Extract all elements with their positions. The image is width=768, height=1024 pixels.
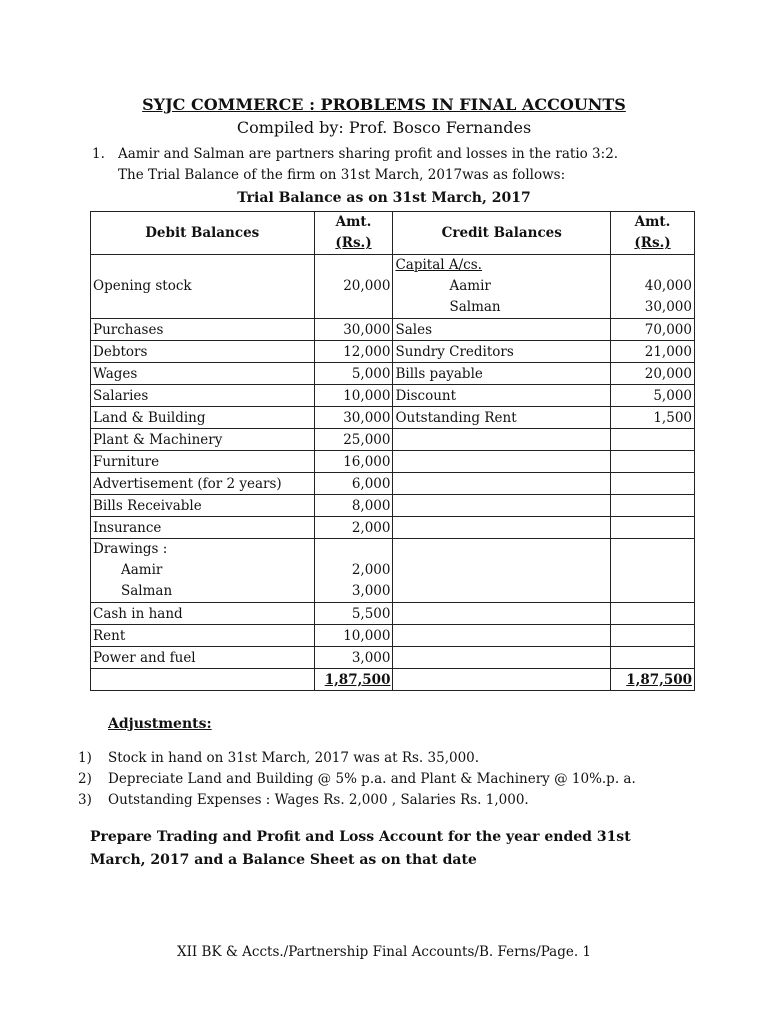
debit-amount: 25,000 bbox=[314, 429, 393, 451]
debit-label: Salaries bbox=[91, 385, 315, 407]
capital-partner2: Salman bbox=[449, 299, 501, 315]
opening-stock-amount bbox=[314, 255, 393, 319]
amt-label: Amt. bbox=[634, 214, 671, 230]
debit-amount: 10,000 bbox=[314, 385, 393, 407]
empty-cell bbox=[611, 625, 695, 647]
amt-label: Amt. bbox=[335, 214, 372, 230]
drawings-amounts-cell bbox=[314, 539, 393, 603]
empty-cell bbox=[91, 669, 315, 691]
adjustment-number: 2) bbox=[78, 771, 92, 787]
debit-amount: 16,000 bbox=[314, 451, 393, 473]
credit-total: 1,87,500 bbox=[611, 669, 695, 691]
empty-cell bbox=[393, 451, 611, 473]
empty-cell bbox=[393, 517, 611, 539]
empty-cell bbox=[393, 429, 611, 451]
debit-label: Cash in hand bbox=[91, 603, 315, 625]
debit-amount-header bbox=[314, 212, 393, 255]
debit-label: Wages bbox=[91, 363, 315, 385]
credit-amount: 70,000 bbox=[611, 319, 695, 341]
debit-amount: 20,000 bbox=[343, 278, 391, 294]
debit-label: Plant & Machinery bbox=[91, 429, 315, 451]
page-footer: XII BK & Accts./Partnership Final Accounts/B. Ferns/Page. 1 bbox=[176, 944, 592, 960]
question-text-line2: The Trial Balance of the firm on 31st March, 2017was as follows: bbox=[118, 167, 566, 183]
table-row bbox=[91, 255, 695, 319]
debit-label: Opening stock bbox=[93, 278, 192, 294]
empty-cell bbox=[611, 429, 695, 451]
credit-amount: 20,000 bbox=[611, 363, 695, 385]
empty-cell bbox=[393, 603, 611, 625]
debit-amount: 8,000 bbox=[314, 495, 393, 517]
adjustment-text: Depreciate Land and Building @ 5% p.a. and Plant & Machinery @ 10%.p. a. bbox=[108, 771, 636, 787]
empty-cell bbox=[393, 625, 611, 647]
table-row bbox=[91, 385, 695, 407]
capital-partner2-amount: 30,000 bbox=[644, 299, 692, 315]
instruction-text: Prepare Trading and Profit and Loss Account for the year ended 31st March, 2017 and a Balance Sheet as on that date bbox=[90, 829, 631, 868]
credit-amount: 5,000 bbox=[611, 385, 695, 407]
credit-label: Discount bbox=[393, 385, 611, 407]
debit-amount: 2,000 bbox=[314, 517, 393, 539]
empty-cell bbox=[611, 517, 695, 539]
debit-label: Bills Receivable bbox=[91, 495, 315, 517]
debit-amount: 6,000 bbox=[314, 473, 393, 495]
credit-label: Sundry Creditors bbox=[393, 341, 611, 363]
debit-amount: 10,000 bbox=[314, 625, 393, 647]
adjustments-heading: Adjustments: bbox=[108, 716, 212, 732]
page-subtitle: Compiled by: Prof. Bosco Fernandes bbox=[236, 118, 532, 137]
debit-label: Power and fuel bbox=[91, 647, 315, 669]
debit-amount: 5,000 bbox=[314, 363, 393, 385]
debit-balances-header: Debit Balances bbox=[91, 212, 315, 255]
table-row bbox=[91, 473, 695, 495]
empty-cell bbox=[393, 495, 611, 517]
capital-partner1: Aamir bbox=[449, 278, 491, 294]
table-row bbox=[91, 647, 695, 669]
debit-amount: 12,000 bbox=[314, 341, 393, 363]
empty-cell bbox=[611, 473, 695, 495]
page-title: SYJC COMMERCE : PROBLEMS IN FINAL ACCOUNTS bbox=[142, 95, 626, 114]
table-row bbox=[91, 341, 695, 363]
debit-amount: 3,000 bbox=[314, 647, 393, 669]
table-row bbox=[91, 517, 695, 539]
capital-amounts-cell bbox=[611, 255, 695, 319]
debit-amount: 30,000 bbox=[314, 407, 393, 429]
debit-label: Advertisement (for 2 years) bbox=[91, 473, 315, 495]
table-row bbox=[91, 429, 695, 451]
debit-total: 1,87,500 bbox=[314, 669, 393, 691]
empty-cell bbox=[611, 451, 695, 473]
empty-cell bbox=[393, 669, 611, 691]
table-row bbox=[91, 603, 695, 625]
drawings-partner1: Aamir bbox=[121, 562, 163, 578]
debit-label: Furniture bbox=[91, 451, 315, 473]
table-row bbox=[91, 495, 695, 517]
adjustment-text: Stock in hand on 31st March, 2017 was at Rs. 35,000. bbox=[108, 750, 480, 766]
debit-label: Rent bbox=[91, 625, 315, 647]
total-row bbox=[91, 669, 695, 691]
rs-label: (Rs.) bbox=[335, 235, 372, 251]
drawings-partner2: Salman bbox=[121, 583, 173, 599]
credit-label: Sales bbox=[393, 319, 611, 341]
empty-cell bbox=[393, 647, 611, 669]
adjustment-number: 1) bbox=[78, 750, 92, 766]
empty-cell bbox=[611, 647, 695, 669]
table-row bbox=[91, 319, 695, 341]
empty-cell bbox=[611, 603, 695, 625]
table-row bbox=[91, 539, 695, 603]
table-header-row bbox=[91, 212, 695, 255]
debit-label: Debtors bbox=[91, 341, 315, 363]
debit-amount: 30,000 bbox=[314, 319, 393, 341]
capital-label: Capital A/cs. bbox=[395, 257, 482, 273]
debit-label: Purchases bbox=[91, 319, 315, 341]
drawings-cell bbox=[91, 539, 315, 603]
credit-label: Bills payable bbox=[393, 363, 611, 385]
adjustment-number: 3) bbox=[78, 792, 92, 808]
empty-cell bbox=[611, 539, 695, 603]
trial-balance-heading: Trial Balance as on 31st March, 2017 bbox=[237, 190, 531, 206]
question-text-line1: Aamir and Salman are partners sharing profit and losses in the ratio 3:2. bbox=[118, 146, 619, 162]
rs-label: (Rs.) bbox=[634, 235, 671, 251]
empty-cell bbox=[393, 473, 611, 495]
empty-cell bbox=[611, 495, 695, 517]
table-row bbox=[91, 451, 695, 473]
credit-amount-header bbox=[611, 212, 695, 255]
opening-stock-cell bbox=[91, 255, 315, 319]
adjustment-text: Outstanding Expenses : Wages Rs. 2,000 , Salaries Rs. 1,000. bbox=[108, 792, 529, 808]
credit-amount: 21,000 bbox=[611, 341, 695, 363]
credit-amount: 1,500 bbox=[611, 407, 695, 429]
question-number: 1. bbox=[92, 146, 105, 162]
drawings-label: Drawings : bbox=[93, 541, 168, 557]
table-row bbox=[91, 363, 695, 385]
table-row bbox=[91, 625, 695, 647]
drawings-partner1-amount: 2,000 bbox=[351, 562, 391, 578]
capital-partner1-amount: 40,000 bbox=[644, 278, 692, 294]
empty-cell bbox=[393, 539, 611, 603]
trial-balance-table bbox=[90, 211, 695, 691]
table-row bbox=[91, 407, 695, 429]
credit-label: Outstanding Rent bbox=[393, 407, 611, 429]
capital-accounts-cell bbox=[393, 255, 611, 319]
credit-balances-header: Credit Balances bbox=[393, 212, 611, 255]
debit-amount: 5,500 bbox=[314, 603, 393, 625]
debit-label: Land & Building bbox=[91, 407, 315, 429]
debit-label: Insurance bbox=[91, 517, 315, 539]
drawings-partner2-amount: 3,000 bbox=[351, 583, 391, 599]
